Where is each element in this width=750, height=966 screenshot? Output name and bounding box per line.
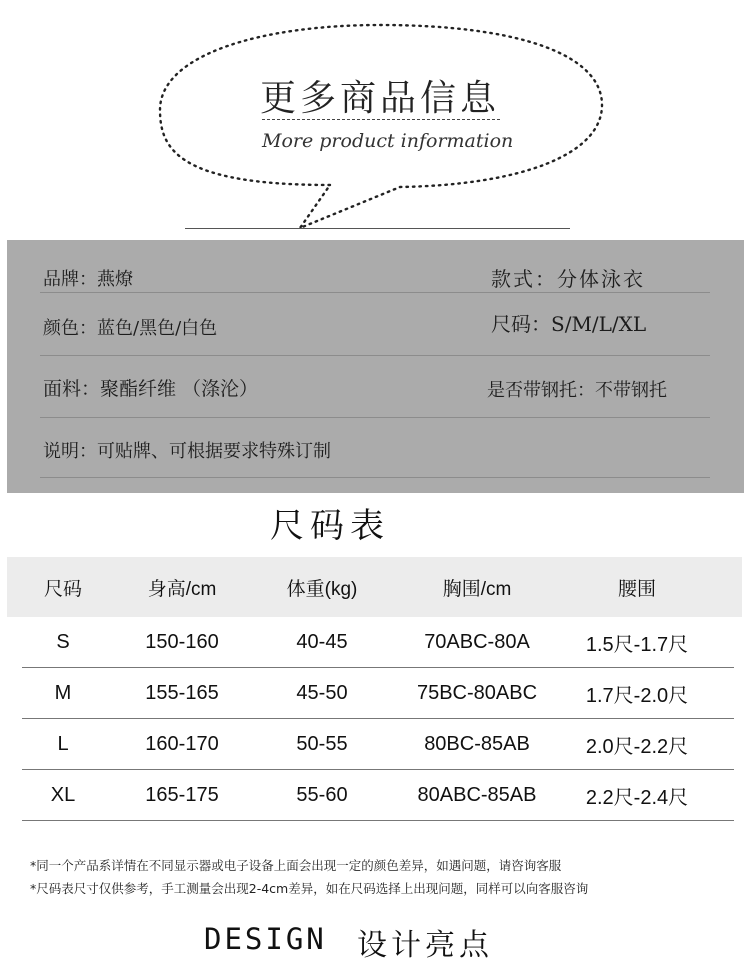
cell-waist: 1.7尺-2.0尺 <box>585 685 689 707</box>
info-divider <box>40 292 710 293</box>
header-divider <box>185 228 570 229</box>
size-chart-title: 尺码表 <box>270 506 390 546</box>
header-cell-weight: 体重(kg) <box>286 578 358 600</box>
cell-weight: 50-55 <box>296 733 348 755</box>
table-header-row <box>7 557 742 617</box>
table-row <box>7 617 742 668</box>
cell-bust: 80BC-85AB <box>424 733 530 755</box>
cell-size: XL <box>50 784 76 806</box>
header-cell-height: 身高/cm <box>147 578 217 600</box>
cell-bust: 75BC-80ABC <box>416 682 538 704</box>
cell-weight: 40-45 <box>296 631 348 653</box>
cell-bust: 70ABC-80A <box>424 631 530 653</box>
cell-waist: 1.5尺-1.7尺 <box>585 634 689 656</box>
cell-height: 160-170 <box>145 733 219 755</box>
product-info-panel <box>7 240 744 493</box>
cell-height: 150-160 <box>145 631 219 653</box>
info-divider <box>40 355 710 356</box>
info-divider <box>40 477 710 478</box>
info-note: 说明：可贴牌、可根据要求特殊订制 <box>43 441 331 462</box>
row-divider <box>22 820 734 821</box>
cell-size: S <box>56 631 70 653</box>
cell-weight: 45-50 <box>296 682 348 704</box>
header-cell-size: 尺码 <box>43 578 82 600</box>
table-row <box>7 719 742 770</box>
table-row <box>7 668 742 719</box>
cell-bust: 80ABC-85AB <box>417 784 537 806</box>
header-cell-waist: 腰围 <box>617 578 656 600</box>
header-title-cn: 更多商品信息 <box>260 78 501 119</box>
info-divider <box>40 417 710 418</box>
disclaimer-note: *尺码表尺寸仅供参考，手工测量会出现2-4cm差异，如在尺码选择上出现问题，同样可以向客服咨询 <box>30 881 589 896</box>
size-chart-table <box>7 557 742 821</box>
design-heading-en: DESIGN <box>204 922 327 956</box>
cell-height: 165-175 <box>145 784 219 806</box>
cell-weight: 55-60 <box>296 784 348 806</box>
header-cell-bust: 胸围/cm <box>442 578 512 600</box>
cell-size: M <box>54 682 72 704</box>
header-title-underline <box>262 119 500 120</box>
cell-waist: 2.2尺-2.4尺 <box>585 787 689 809</box>
cell-height: 155-165 <box>145 682 219 704</box>
info-brand: 品牌：燕燎 <box>43 269 133 290</box>
disclaimer-note: *同一个产品系详情在不同显示器或电子设备上面会出现一定的颜色差异，如遇问题，请咨询客服 <box>30 858 562 873</box>
header-title-en: More product information <box>262 130 514 152</box>
info-size: 尺码：S/M/L/XL <box>491 312 647 336</box>
info-fabric: 面料：聚酯纤维 （涤沦） <box>43 378 259 400</box>
design-heading-cn: 设计亮点 <box>357 928 493 963</box>
info-color: 颜色：蓝色/黑色/白色 <box>43 318 218 339</box>
cell-waist: 2.0尺-2.2尺 <box>585 736 689 758</box>
table-row <box>7 770 742 821</box>
info-style: 款式：分体泳衣 <box>491 267 645 291</box>
cell-size: L <box>57 733 69 755</box>
info-underwire: 是否带钢托：不带钢托 <box>487 380 667 401</box>
